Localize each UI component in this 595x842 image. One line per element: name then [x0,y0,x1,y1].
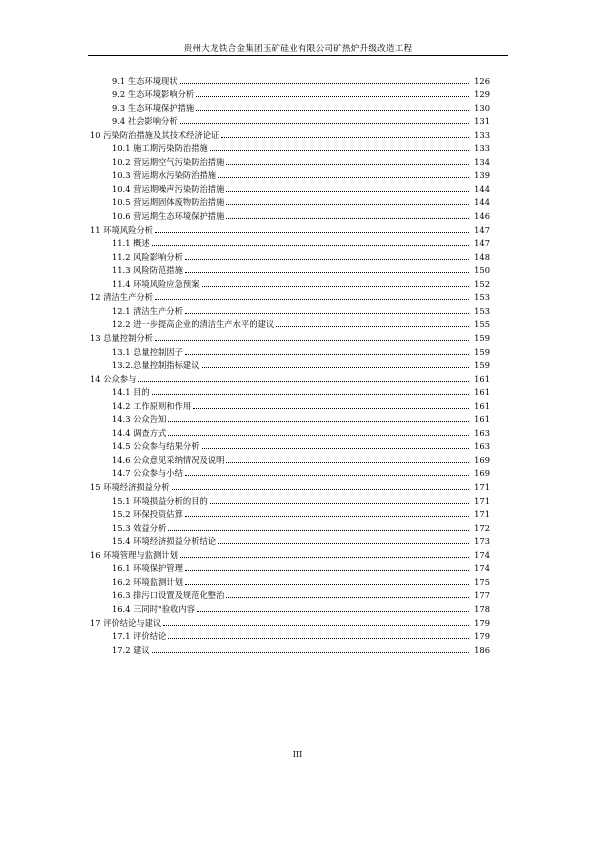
toc-entry-title: 15.4 环境经济损益分析结论 [112,536,217,547]
toc-section-entry[interactable] [112,560,490,574]
toc-entry-title: 16.1 环境保护管理 [112,563,183,574]
toc-section-entry[interactable] [112,628,490,642]
toc-section-entry[interactable] [112,506,490,520]
toc-entry-title: 10.3 营运期水污染防治措施 [112,170,217,181]
toc-entry-title: 13.1 总量控制因子 [112,346,183,357]
toc-section-entry[interactable] [112,140,490,154]
toc-dot-leader [226,597,469,598]
toc-section-entry[interactable] [112,194,490,208]
toc-entry-page-number: 147 [474,238,490,249]
toc-entry-title: 14.3 公众告知 [112,414,167,425]
toc-dot-leader [172,489,469,490]
toc-section-entry[interactable] [112,424,490,438]
toc-section-entry[interactable] [112,587,490,601]
toc-entry-title: 16.4 三同时"验收内容 [112,603,196,614]
toc-section-entry[interactable] [112,275,490,289]
toc-dot-leader [180,123,469,124]
toc-entry-title: 16 环境管理与监测计划 [90,549,178,560]
toc-entry-title: 14.1 目的 [112,387,150,398]
toc-entry-page-number: 155 [474,319,490,330]
toc-dot-leader [155,232,469,233]
toc-dot-leader [185,354,469,355]
toc-dot-leader [218,543,469,544]
toc-entry-page-number: 130 [474,102,490,113]
toc-dot-leader [226,462,469,463]
toc-dot-leader [185,313,469,314]
toc-entry-page-number: 153 [474,305,490,316]
toc-dot-leader [152,652,469,653]
toc-section-entry[interactable] [112,248,490,262]
toc-section-entry[interactable] [112,99,490,113]
toc-entry-page-number: 159 [474,346,490,357]
toc-entry-title: 14 公众参与 [90,373,137,384]
toc-dot-leader [180,557,469,558]
toc-entry-title: 10.1 施工期污染防治措施 [112,143,208,154]
toc-section-entry[interactable] [112,86,490,100]
toc-dot-leader [168,530,469,531]
toc-entry-title: 16.2 环境监测计划 [112,576,183,587]
toc-entry-page-number: 148 [474,251,490,262]
toc-entry-page-number: 153 [474,292,490,303]
toc-entry-title: 9.4 社会影响分析 [112,116,178,127]
toc-entry-page-number: 144 [474,183,490,194]
toc-dot-leader [226,204,469,205]
toc-entry-title: 10 污染防治措施及其技术经济论证 [90,129,220,140]
toc-entry-page-number: 179 [474,617,490,628]
toc-entry-page-number: 171 [474,509,490,520]
toc-entry-title: 17.1 评价结论 [112,631,167,642]
toc-entry-page-number: 172 [474,522,490,533]
toc-section-entry[interactable] [112,397,490,411]
toc-entry-title: 14.2 工作原则和作用 [112,400,192,411]
toc-entry-title: 17 评价结论与建议 [90,617,162,628]
toc-dot-leader [152,245,469,246]
toc-entry-page-number: 163 [474,441,490,452]
toc-dot-leader [226,164,469,165]
toc-section-entry[interactable] [112,465,490,479]
toc-entry-title: 15.2 环保投资估算 [112,509,183,520]
toc-chapter-entry[interactable] [90,546,490,560]
toc-dot-leader [196,96,469,97]
toc-section-entry[interactable] [112,302,490,316]
toc-dot-leader [202,286,470,287]
toc-entry-title: 13.2.总量控制指标建议 [112,360,200,371]
toc-entry-page-number: 146 [474,211,490,222]
toc-chapter-entry[interactable] [90,614,490,628]
toc-entry-title: 9.2 生态环境影响分析 [112,89,195,100]
toc-entry-page-number: 169 [474,454,490,465]
toc-dot-leader [185,570,469,571]
toc-chapter-entry[interactable] [90,479,490,493]
toc-section-entry[interactable] [112,384,490,398]
toc-dot-leader [168,638,469,639]
toc-section-entry[interactable] [112,641,490,655]
toc-section-entry[interactable] [112,113,490,127]
toc-section-entry[interactable] [112,235,490,249]
toc-section-entry[interactable] [112,519,490,533]
toc-entry-title: 10.2 营运期空气污染防治措施 [112,156,225,167]
toc-entry-title: 14.4 调查方式 [112,427,167,438]
toc-dot-leader [163,625,469,626]
toc-entry-page-number: 161 [474,387,490,398]
toc-chapter-entry[interactable] [90,221,490,235]
toc-entry-page-number: 173 [474,536,490,547]
toc-dot-leader [168,421,469,422]
toc-entry-page-number: 150 [474,265,490,276]
toc-entry-title: 12.1 清洁生产分析 [112,305,183,316]
toc-entry-title: 14.5 公众参与结果分析 [112,441,200,452]
toc-dot-leader [276,326,469,327]
toc-section-entry[interactable] [112,533,490,547]
toc-entry-page-number: 144 [474,197,490,208]
toc-section-entry[interactable] [112,262,490,276]
toc-dot-leader [185,584,469,585]
toc-entry-title: 9.1 生态环境现状 [112,75,178,86]
toc-entry-page-number: 178 [474,603,490,614]
toc-entry-page-number: 169 [474,468,490,479]
toc-entry-title: 17.2 建议 [112,644,150,655]
toc-entry-page-number: 147 [474,224,490,235]
toc-dot-leader [210,503,469,504]
toc-entry-page-number: 152 [474,278,490,289]
toc-dot-leader [180,83,469,84]
toc-dot-leader [168,435,469,436]
toc-entry-title: 15.3 效益分析 [112,522,167,533]
toc-dot-leader [185,475,469,476]
toc-entry-page-number: 139 [474,170,490,181]
toc-dot-leader [226,191,469,192]
toc-dot-leader [196,110,469,111]
toc-entry-title: 10.4 营运期噪声污染防治措施 [112,183,225,194]
toc-entry-title: 10.6 营运期生态环境保护措施 [112,211,225,222]
toc-dot-leader [185,272,469,273]
toc-chapter-entry[interactable] [90,289,490,303]
toc-entry-title: 11 环境风险分析 [90,224,153,235]
toc-dot-leader [185,259,469,260]
toc-section-entry[interactable] [112,451,490,465]
toc-entry-page-number: 159 [474,360,490,371]
toc-dot-leader [226,218,469,219]
header-rule [88,55,508,56]
toc-entry-page-number: 131 [474,116,490,127]
toc-entry-title: 16.3 排污口设置及规范化整治 [112,590,225,601]
toc-entry-title: 10.5 营运期固体废物防治措施 [112,197,225,208]
toc-dot-leader [152,394,469,395]
toc-entry-page-number: 179 [474,631,490,642]
toc-section-entry[interactable] [112,411,490,425]
toc-entry-title: 11.1 概述 [112,238,150,249]
toc-entry-page-number: 161 [474,400,490,411]
toc-dot-leader [193,408,469,409]
toc-entry-page-number: 129 [474,89,490,100]
toc-entry-title: 11.3 风险防范措施 [112,265,183,276]
toc-entry-page-number: 175 [474,576,490,587]
toc-dot-leader [202,448,470,449]
toc-entry-page-number: 174 [474,549,490,560]
toc-entry-title: 11.2 风险影响分析 [112,251,183,262]
toc-entry-page-number: 133 [474,143,490,154]
toc-entry-page-number: 134 [474,156,490,167]
toc-chapter-entry[interactable] [90,370,490,384]
toc-dot-leader [185,516,469,517]
toc-section-entry[interactable] [112,153,490,167]
toc-dot-leader [197,611,469,612]
toc-section-entry[interactable] [112,316,490,330]
toc-entry-title: 14.6 公众意见采纳情况及说明 [112,454,225,465]
page-header-title: 贵州大龙铁合金集团玉矿硅业有限公司矿热炉升级改造工程 [183,44,413,54]
toc-entry-page-number: 163 [474,427,490,438]
toc-entry-page-number: 174 [474,563,490,574]
toc-chapter-entry[interactable] [90,126,490,140]
toc-chapter-entry[interactable] [90,329,490,343]
toc-section-entry[interactable] [112,180,490,194]
toc-dot-leader [210,150,469,151]
toc-entry-page-number: 126 [474,75,490,86]
toc-entry-page-number: 171 [474,495,490,506]
toc-dot-leader [221,137,469,138]
toc-entry-page-number: 186 [474,644,490,655]
toc-entry-title: 12.2 进一步提高企业的清洁生产水平的建议 [112,319,275,330]
toc-entry-title: 15 环境经济损益分析 [90,482,170,493]
toc-dot-leader [138,381,469,382]
toc-entry-title: 14.7 公众参与小结 [112,468,183,479]
toc-dot-leader [218,177,469,178]
toc-entry-page-number: 171 [474,482,490,493]
toc-entry-page-number: 159 [474,332,490,343]
toc-entry-title: 15.1 环境损益分析的目的 [112,495,208,506]
page-number: III [292,750,303,759]
toc-entry-page-number: 177 [474,590,490,601]
toc-section-entry[interactable] [112,438,490,452]
toc-entry-title: 12 清洁生产分析 [90,292,153,303]
toc-dot-leader [155,340,469,341]
toc-section-entry[interactable] [112,492,490,506]
toc-section-entry[interactable] [112,600,490,614]
toc-entry-page-number: 133 [474,129,490,140]
toc-entry-title: 11.4 环境风险应急预案 [112,278,200,289]
toc-section-entry[interactable] [112,167,490,181]
toc-section-entry[interactable] [112,357,490,371]
toc-dot-leader [202,367,470,368]
toc-section-entry[interactable] [112,343,490,357]
toc-entry-title: 13 总量控制分析 [90,332,153,343]
toc-section-entry[interactable] [112,573,490,587]
toc-entry-page-number: 161 [474,373,490,384]
toc-entry-page-number: 161 [474,414,490,425]
toc-section-entry[interactable] [112,72,490,86]
toc-entry-title: 9.3 生态环境保护措施 [112,102,195,113]
toc-section-entry[interactable] [112,208,490,222]
toc-dot-leader [155,299,469,300]
